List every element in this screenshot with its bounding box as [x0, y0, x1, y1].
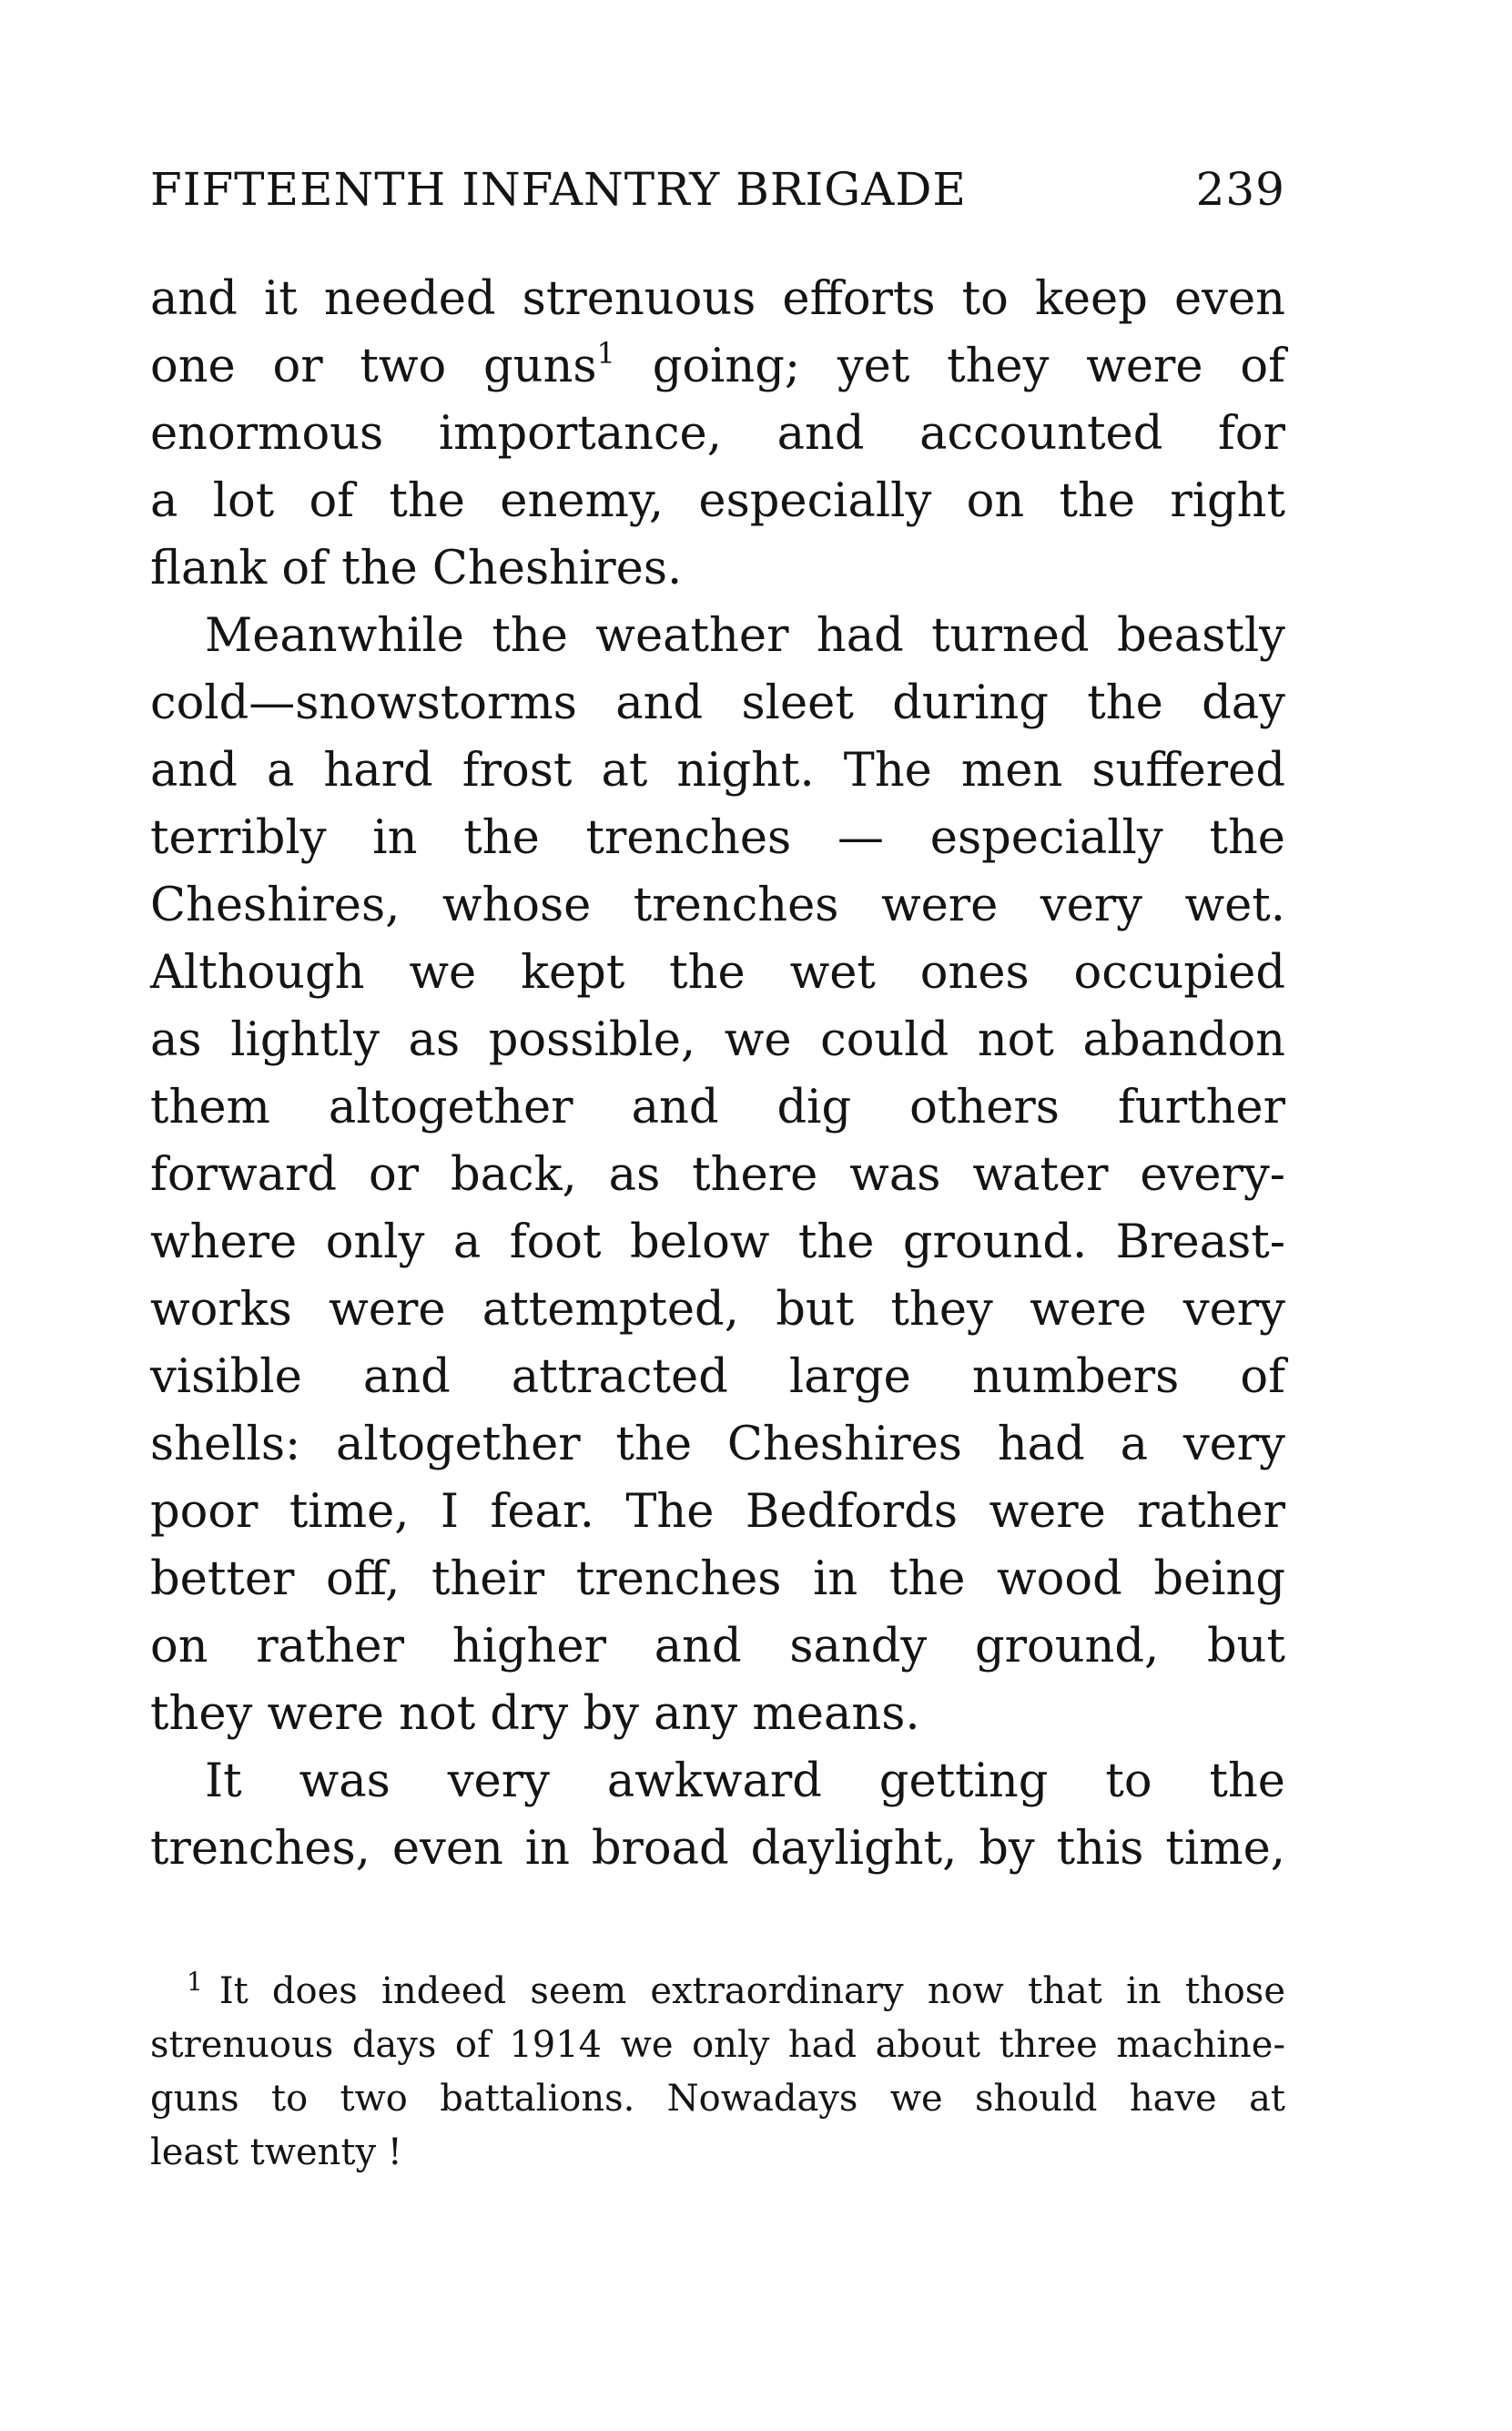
text-line: trenches, even in broad daylight, by this time, [150, 1822, 1285, 1876]
text-line: a lot of the enemy, especially on the right [150, 474, 1285, 528]
text-line: and it needed strenuous efforts to keep even [150, 272, 1285, 326]
footnote-line: guns to two battalions. Nowadays we should have at [150, 2078, 1285, 2120]
text-line: poor time, I fear. The Bedfords were rather [150, 1485, 1285, 1539]
footnote-reference: 1 [596, 336, 615, 371]
text-line: where only a foot below the ground. Breast- [150, 1216, 1285, 1269]
footnote-text: It does indeed seem extraordinary now that in those [218, 1970, 1285, 2012]
footnote-line [150, 1965, 1285, 2019]
text-line: them altogether and dig others further [150, 1081, 1285, 1134]
running-header [150, 162, 1285, 217]
footnote [150, 1965, 1285, 2180]
text-line: on rather higher and sandy ground, but [150, 1620, 1285, 1673]
text-line: visible and attracted large numbers of [150, 1350, 1285, 1404]
text-line: as lightly as possible, we could not abandon [150, 1013, 1285, 1067]
footnote-line: least twenty ! [150, 2131, 402, 2173]
text-line: they were not dry by any means. [150, 1687, 920, 1741]
text-line: cold—snowstorms and sleet during the day [150, 676, 1285, 730]
text-line: Cheshires, whose trenches were very wet. [150, 879, 1285, 932]
text-line: forward or back, as there was water every- [150, 1148, 1285, 1202]
paragraph-start-line: Meanwhile the weather had turned beastly [205, 609, 1285, 663]
text-line: enormous importance, and accounted for [150, 407, 1285, 461]
page-number: 239 [1195, 163, 1285, 216]
text-line: flank of the Cheshires. [150, 542, 683, 595]
text-line: Although we kept the wet ones occupied [150, 946, 1285, 1000]
footnote-line: strenuous days of 1914 we only had about three machine- [150, 2024, 1285, 2066]
text-line-with-footnote [150, 333, 1285, 401]
running-title: FIFTEENTH INFANTRY BRIGADE [150, 163, 967, 216]
text-line: terribly in the trenches — especially the [150, 811, 1285, 865]
text-line: works were attempted, but they were very [150, 1283, 1285, 1337]
text-line: shells: altogether the Cheshires had a very [150, 1418, 1285, 1471]
text-line: better off, their trenches in the wood being [150, 1552, 1285, 1606]
main-text [150, 266, 1285, 1883]
text-segment: one or two guns [150, 340, 597, 393]
text-segment: going; yet they were of [614, 340, 1285, 393]
footnote-marker: 1 [187, 1967, 203, 1997]
paragraph-start-line: It was very awkward getting to the [205, 1755, 1285, 1808]
text-line: and a hard frost at night. The men suffered [150, 744, 1285, 798]
